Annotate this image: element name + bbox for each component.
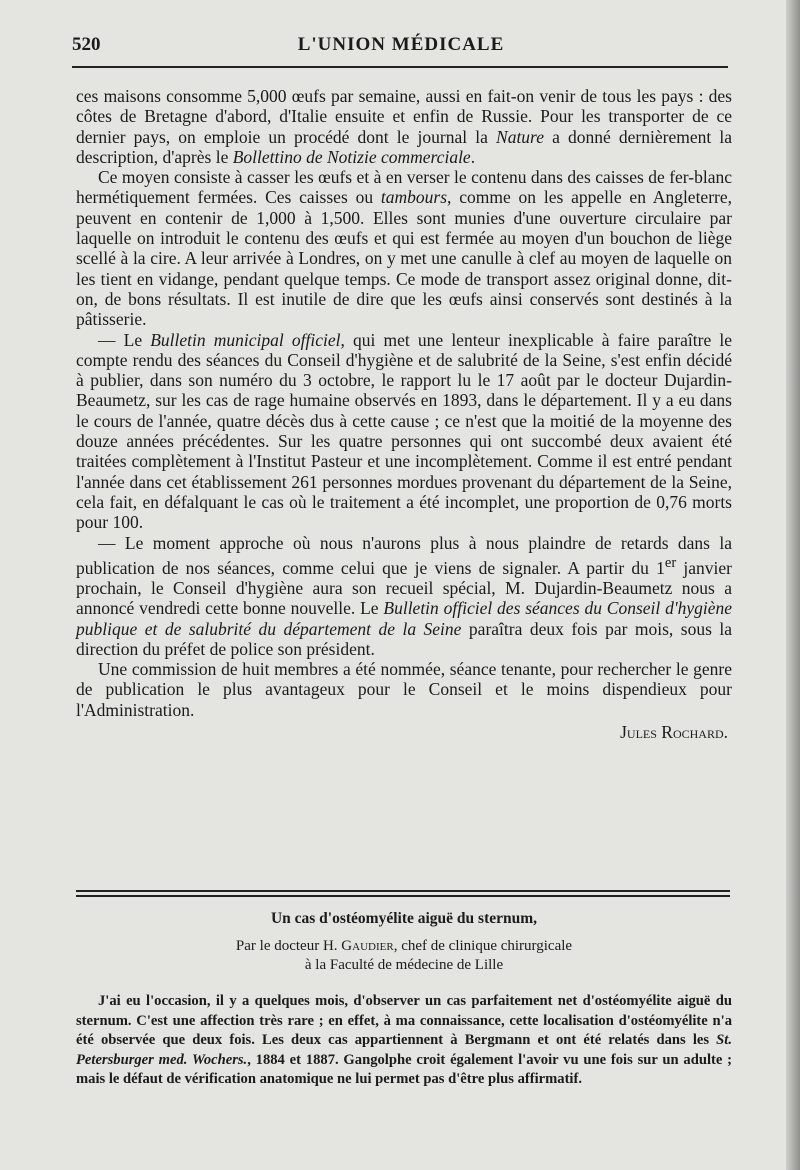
section-divider [76, 890, 730, 900]
paragraph-1 [76, 86, 732, 167]
divider-line [76, 890, 730, 892]
paragraph-2 [76, 167, 732, 329]
text-run: , chef de clinique chirurgicale [393, 938, 573, 954]
page-edge-shadow [786, 0, 800, 1170]
superscript: er [664, 554, 677, 571]
italic-run: Nature [496, 126, 544, 147]
text-run: Par le docteur H. [235, 938, 342, 954]
text-run: — Le [98, 329, 151, 350]
article-paragraph [76, 992, 732, 1090]
text-run: , qui met une lenteur inexplicable à faire paraître le compte rendu des séances du Conseil d'hygiène et de salubrité de la Seine, s'est enfin décidé à publier, dans son numéro du 3 octobre, le rapport lu le 17 août par le docteur Dujardin-Beaumetz, sur les cas de rage humaine observés en 1893, dans le département. Il y a eu dans le cours de l'année, quatre décès dus à cette cause ; ce n'est que la moitié de la moyenne des douze années précédentes. Sur les quatre personnes qui ont succombé deux avaient été traitées complètement à l'Institut Pasteur et une incomplètement. Comme il est entré pendant l'année dans cet établissement 261 personnes mordues provenant du département de la Seine, cela fait, en défalquant le cas où le traitement a été incomplet, une proportion de 0,76 morts pour 100. [76, 329, 732, 533]
paragraph-4 [76, 533, 732, 660]
text-run: janvier prochain, le Conseil d'hygiène aura son recueil spécial, M. Dujardin-Beaumetz nous a annoncé vendredi cette bonne nouvelle. Le [76, 557, 732, 619]
divider-line [76, 895, 730, 897]
text-run: Ce moyen consiste à casser les œufs et à en verser le contenu dans des caisses de fer-blanc hermétiquement fermées. Ces caisses ou [76, 167, 732, 208]
italic-run: Bulletin officiel des séances du Conseil d'hygiène publique et de salubrité du département de la Seine [76, 598, 732, 639]
byline-line-1 [76, 937, 732, 956]
article-byline [76, 937, 732, 975]
text-run: , 1884 et 1887. Gangolphe croit également l'avoir vu une fois sur un adulte ; mais le défaut de vérification anatomique ne lui permet pas d'être plus affirmatif. [76, 1051, 732, 1087]
text-run: ces maisons consomme 5,000 œufs par semaine, aussi en fait-on venir de tous les pays : des côtes de Bretagne d'abord, d'Italie ensuite et enfin de Russie. Pour les transporter de ce dernier pays, on emploie un procédé dont le journal la [76, 86, 732, 147]
article-body [76, 992, 732, 1090]
byline-line-2: à la Faculté de médecine de Lille [304, 957, 504, 973]
header-rule [72, 66, 728, 68]
running-header [72, 28, 730, 58]
author-name: Gaudier [341, 938, 394, 954]
article-title: Un cas d'ostéomyélite aiguë du sternum, [270, 910, 538, 927]
paragraph-5: Une commission de huit membres a été nommée, séance tenante, pour rechercher le genre de publication le plus avantageux pour le Conseil et le moins dispendieux pour l'Administration. [76, 659, 732, 720]
text-run: J'ai eu l'occasion, il y a quelques mois, d'observer un cas parfaitement net d'ostéomyélite aiguë du sternum. C'est une affection très rare ; en effet, à ma connaissance, cette localisation d'ostéomyélite n'a été observée que deux fois. Les deux cas appartiennent à Bergmann et ont été relatés dans les [76, 993, 732, 1048]
italic-run: tambours [380, 187, 448, 208]
article-section [76, 910, 732, 1090]
italic-run: St. Petersburger med. Wochers. [76, 1032, 732, 1068]
main-text [76, 86, 732, 742]
text-run: paraîtra deux fois par mois, sous la direction du préfet de police son président. [76, 618, 733, 659]
journal-title: L'UNION MÉDICALE [297, 34, 505, 55]
text-run: a donné dernièrement la description, d'après le [76, 126, 732, 167]
italic-run: Bulletin municipal officiel [150, 329, 341, 350]
italic-run: Bollettino de Notizie commerciale [232, 146, 471, 167]
author-signature: Jules Rochard. [620, 722, 728, 743]
text-run: — Le moment approche où nous n'aurons plus à nous plaindre de retards dans la publication de nos séances, comme celui que je viens de signaler. A partir du 1 [76, 532, 732, 578]
page-number: 520 [72, 34, 101, 55]
paragraph-3 [76, 330, 732, 533]
text-run: . [470, 146, 476, 167]
text-run: , comme on les appelle en Angleterre, peuvent en contenir de 1,000 à 1,500. Elles sont munies d'une ouverture circulaire par laquelle on introduit le contenu des œufs et qui est fermée au moyen d'un bouchon de liège scellé à la cire. A leur arrivée à Londres, on y met une canulle à clef au moyen de laquelle on les tient en vidange, pendant quelque temps. Ce mode de transport assez original donne, dit-on, de bons résultats. Il est inutile de dire que les œufs ainsi conservés sont destinés à la pâtisserie. [76, 187, 732, 330]
